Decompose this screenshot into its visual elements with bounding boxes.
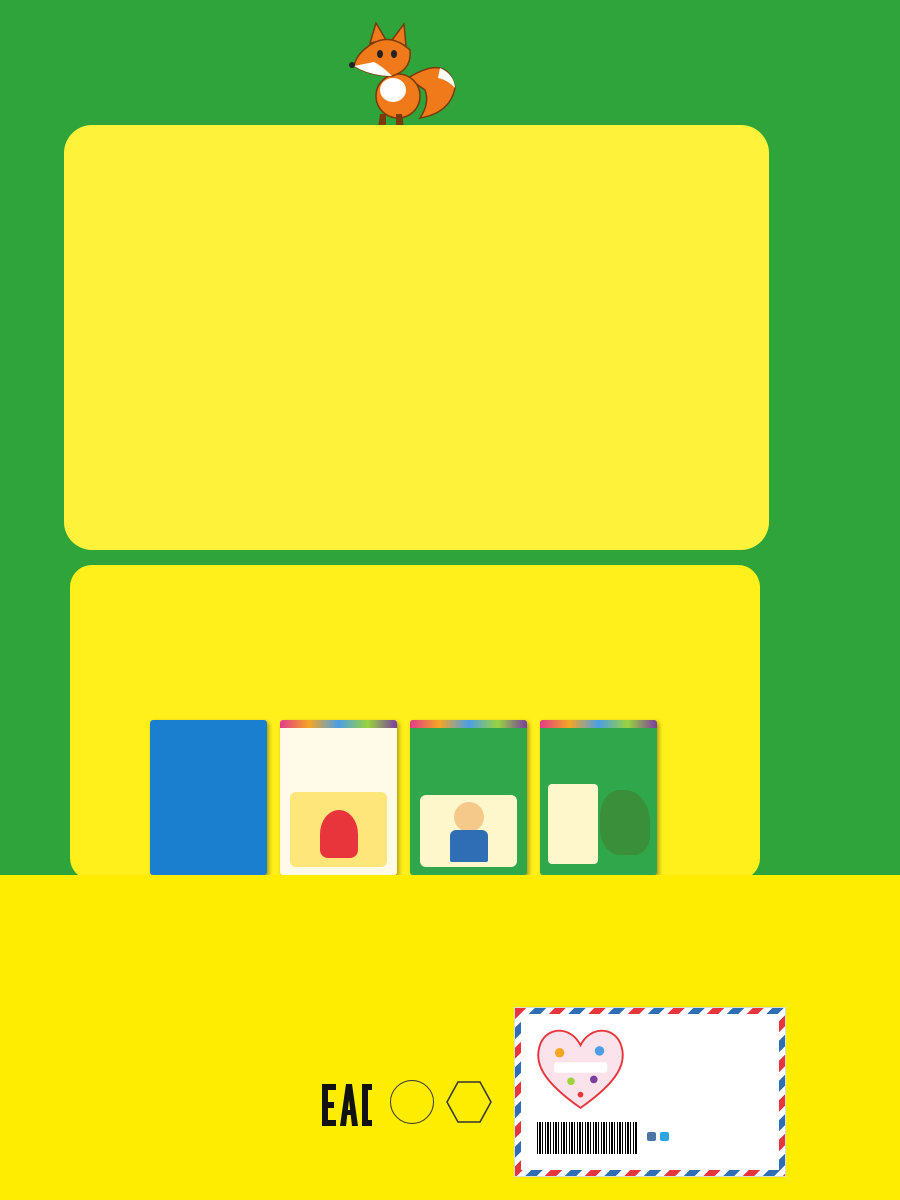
imprint-right — [580, 894, 790, 902]
fox-illustration — [330, 18, 460, 133]
social-links — [647, 1132, 673, 1163]
imprint-mid — [330, 896, 565, 908]
heart-icon — [533, 1024, 628, 1112]
book-cover[interactable] — [410, 720, 527, 875]
telegram-icon — [660, 1132, 669, 1141]
book-cover[interactable] — [540, 720, 657, 875]
vk-icon — [647, 1132, 656, 1141]
age-hex — [446, 1080, 492, 1124]
imprint-left — [100, 888, 310, 908]
book-cover[interactable] — [150, 720, 267, 875]
uniqueness-panel — [64, 125, 769, 550]
age-hex-label — [446, 1080, 492, 1124]
book-covers — [150, 720, 657, 875]
age-badge — [390, 1080, 434, 1124]
promo-card — [515, 1008, 785, 1176]
barcode — [533, 1120, 641, 1172]
eac-mark-icon — [318, 1080, 374, 1130]
book-cover[interactable] — [280, 720, 397, 875]
author-panel — [70, 565, 760, 880]
right-stripes — [828, 100, 900, 920]
social-row[interactable] — [647, 1132, 673, 1141]
barcode-bars — [537, 1122, 637, 1154]
card-inner — [521, 1014, 779, 1170]
